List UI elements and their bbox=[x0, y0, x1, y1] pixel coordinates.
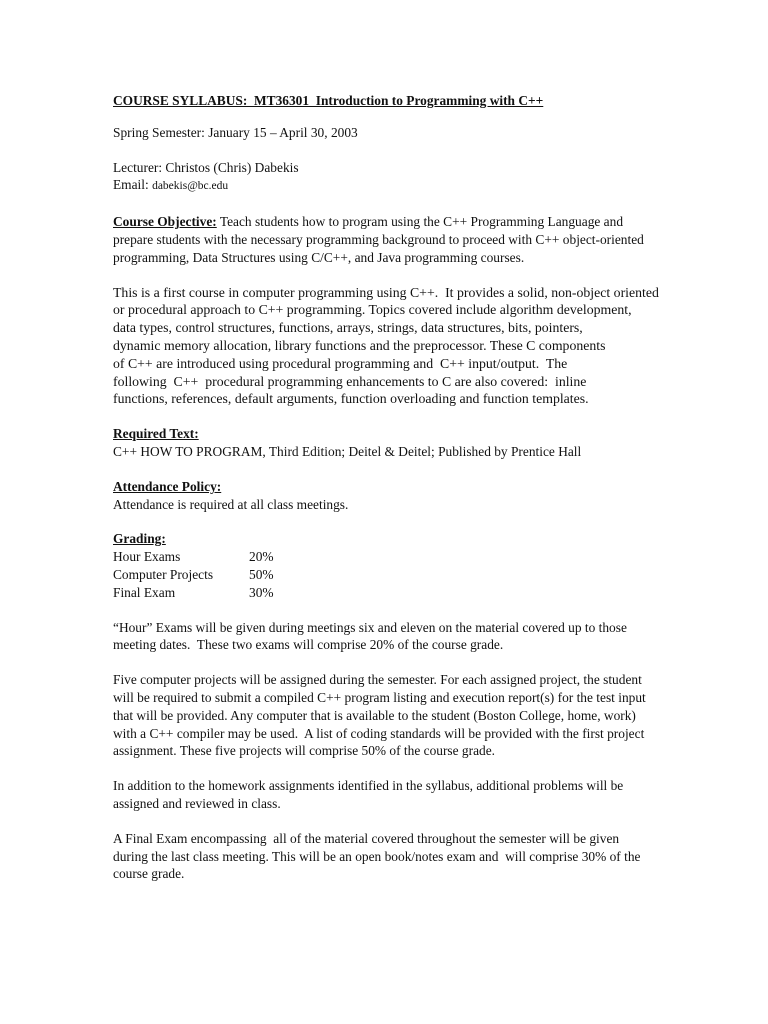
hour-exams-paragraph bbox=[113, 619, 673, 655]
grading-value: 20% bbox=[249, 549, 274, 565]
grading-value: 30% bbox=[249, 584, 274, 600]
grading-row-computer-projects bbox=[113, 566, 673, 584]
required-text-section bbox=[113, 425, 673, 461]
homework-paragraph bbox=[113, 777, 673, 813]
grading-section bbox=[113, 530, 673, 601]
email-label: Email: bbox=[113, 177, 153, 193]
projects-line-2: will be required to submit a compiled C++ program listing and execution report(s) for the test input bbox=[113, 689, 646, 705]
final-exam-line-2: during the last class meeting. This will be an open book/notes exam and will comprise 30% of the bbox=[113, 848, 641, 864]
semester-line: Spring Semester: January 15 – April 30, 2003 bbox=[113, 124, 358, 140]
grading-value: 50% bbox=[249, 566, 274, 582]
objective-line-1 bbox=[113, 213, 673, 231]
grading-row-hour-exams bbox=[113, 548, 673, 566]
description-line-6: following C++ procedural programming enhancements to C are also covered: inline bbox=[113, 373, 587, 389]
syllabus-document bbox=[113, 92, 673, 900]
final-exam-line-3: course grade. bbox=[113, 866, 185, 882]
email-line bbox=[113, 176, 673, 196]
description-line-2: or procedural approach to C++ programming. Topics covered include algorithm development, bbox=[113, 302, 632, 318]
grading-label: Hour Exams bbox=[113, 549, 181, 565]
grading-label: Computer Projects bbox=[113, 566, 214, 582]
attendance-heading: Attendance Policy: bbox=[113, 478, 222, 494]
description-line-4: dynamic memory allocation, library functions and the preprocessor. These C components bbox=[113, 337, 606, 353]
hour-exams-line-1: “Hour” Exams will be given during meetings six and eleven on the material covered up to those bbox=[113, 619, 627, 635]
projects-line-5: assignment. These five projects will comprise 50% of the course grade. bbox=[113, 743, 496, 759]
attendance-body: Attendance is required at all class meetings. bbox=[113, 496, 349, 512]
lecturer-name: Lecturer: Christos (Chris) Dabekis bbox=[113, 159, 299, 175]
homework-line-2: assigned and reviewed in class. bbox=[113, 795, 281, 811]
description-line-3: data types, control structures, functions, arrays, strings, data structures, bits, pointers, bbox=[113, 320, 583, 336]
projects-paragraph bbox=[113, 671, 673, 760]
final-exam-line-1: A Final Exam encompassing all of the material covered throughout the semester will be given bbox=[113, 830, 620, 846]
grading-label: Final Exam bbox=[113, 584, 176, 600]
attendance-section bbox=[113, 478, 673, 514]
course-description bbox=[113, 284, 673, 409]
document-title: COURSE SYLLABUS: MT36301 Introduction to Programming with C++ bbox=[113, 93, 544, 108]
course-objective bbox=[113, 213, 673, 266]
homework-line-1: In addition to the homework assignments identified in the syllabus, additional problems will be bbox=[113, 778, 624, 794]
projects-line-1: Five computer projects will be assigned during the semester. For each assigned project, the student bbox=[113, 672, 642, 688]
semester-dates bbox=[113, 124, 673, 142]
grading-row-final-exam bbox=[113, 584, 673, 602]
objective-line-2: prepare students with the necessary programming background to proceed with C++ object-oriented bbox=[113, 231, 644, 247]
grading-heading: Grading: bbox=[113, 531, 166, 547]
hour-exams-line-2: meeting dates. These two exams will comprise 20% of the course grade. bbox=[113, 637, 504, 653]
description-line-7: functions, references, default arguments, function overloading and function templates. bbox=[113, 391, 589, 407]
objective-text-1: Teach students how to program using the C++ Programming Language and bbox=[216, 214, 624, 230]
required-text-body: C++ HOW TO PROGRAM, Third Edition; Deitel & Deitel; Published by Prentice Hall bbox=[113, 443, 582, 459]
objective-heading: Course Objective: bbox=[113, 214, 217, 230]
description-line-1: This is a first course in computer programming using C++. It provides a solid, non-object oriented bbox=[113, 284, 659, 300]
objective-line-3: programming, Data Structures using C/C++, and Java programming courses. bbox=[113, 249, 525, 265]
projects-line-3: that will be provided. Any computer that is available to the student (Boston College, home, work) bbox=[113, 707, 636, 723]
required-text-heading: Required Text: bbox=[113, 426, 199, 442]
email-address: dabekis@bc.edu bbox=[152, 180, 229, 193]
lecturer-block bbox=[113, 159, 673, 197]
projects-line-4: with a C++ compiler may be used. A list of coding standards will be provided with the first project bbox=[113, 725, 645, 741]
final-exam-paragraph bbox=[113, 830, 673, 883]
description-line-5: of C++ are introduced using procedural programming and C++ input/output. The bbox=[113, 355, 568, 371]
